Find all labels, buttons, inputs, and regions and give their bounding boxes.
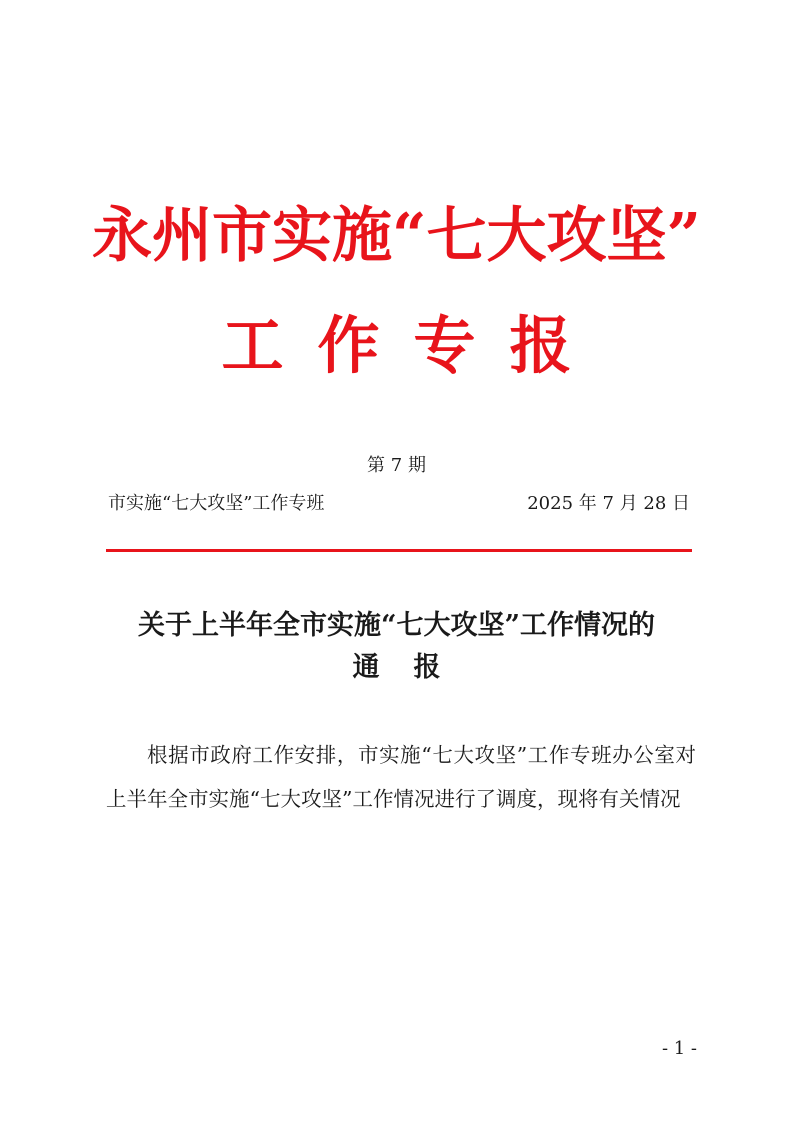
issuer: 市实施“七大攻坚”工作专班 <box>108 493 325 514</box>
body-paragraph: 根据市政府工作安排，市实施“七大攻坚”工作专班办公室对上半年全市实施“七大攻坚”工作情况进行了调度，现将有关情况 <box>106 743 696 811</box>
issue-date: 2025 年 7 月 28 日 <box>527 493 690 514</box>
masthead-subtitle: 工作专报 <box>221 309 606 382</box>
document-title-line-1: 关于上半年全市实施“七大攻坚”工作情况的 <box>137 610 656 641</box>
issue-number: 第 7 期 <box>367 455 426 476</box>
document-title-line-2: 通报 <box>352 652 475 683</box>
masthead-title: 永州市实施“七大攻坚” <box>91 201 702 271</box>
page-number: - 1 - <box>661 1038 697 1059</box>
red-divider-line <box>106 549 692 552</box>
